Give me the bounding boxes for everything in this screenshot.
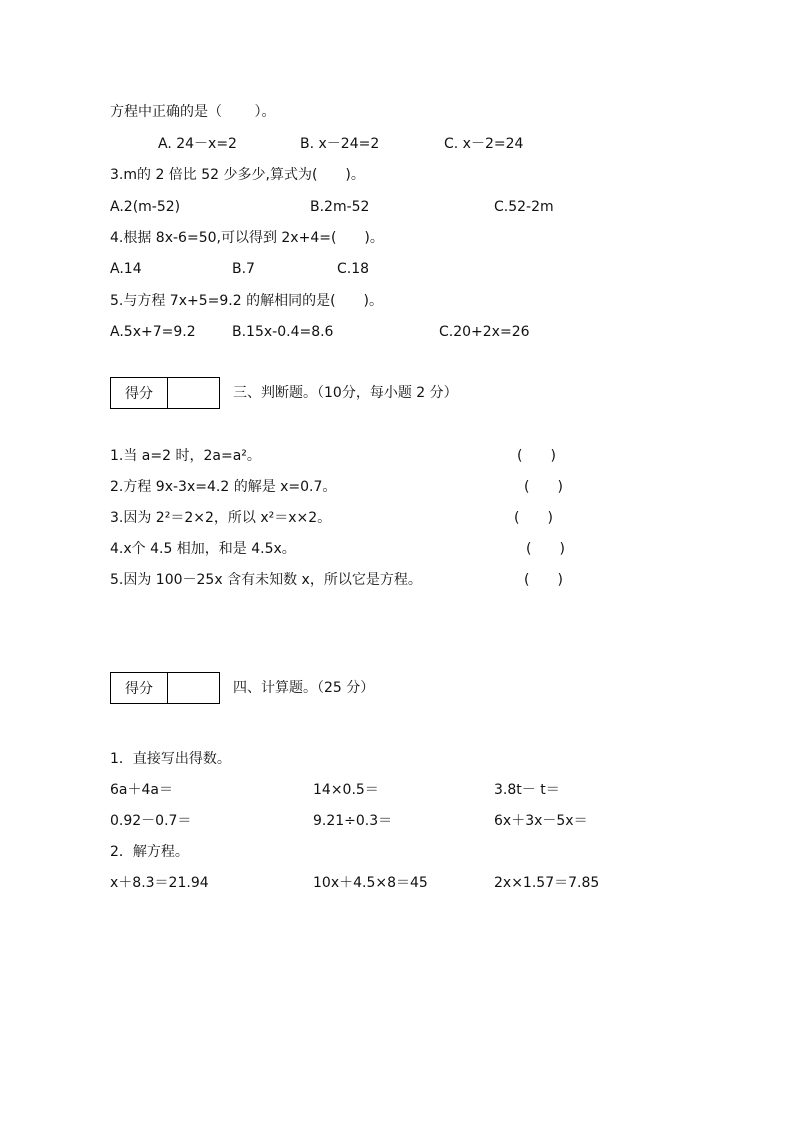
sub-question-2: 2．解方程。 <box>110 844 189 860</box>
calc-2-1[interactable]: 0.92－0.7＝ <box>110 813 192 829</box>
equation-3[interactable]: 2x×1.57＝7.85 <box>494 875 600 891</box>
score-label: 得分 <box>111 673 168 703</box>
answer-paren-2[interactable]: ( ) <box>524 479 563 495</box>
sub-question-1: 1．直接写出得数。 <box>110 751 231 767</box>
q5-stem: 5.与方程 7x+5=9.2 的解相同的是( )。 <box>110 293 384 309</box>
score-field[interactable] <box>168 673 219 703</box>
section3-title: 三、判断题。（10分，每小题 2 分） <box>233 385 458 401</box>
section4-title: 四、计算题。（25 分） <box>233 680 375 696</box>
equation-2[interactable]: 10x＋4.5×8＝45 <box>313 875 428 891</box>
answer-paren-3[interactable]: ( ) <box>514 510 553 526</box>
q4-option-b[interactable]: B.7 <box>232 261 255 277</box>
equation-1[interactable]: x＋8.3＝21.94 <box>110 875 209 891</box>
judge-item-2: 2.方程 9x-3x=4.2 的解是 x=0.7。 <box>110 479 337 495</box>
q2-stem: 方程中正确的是（ ）。 <box>110 104 276 120</box>
score-box-section3 <box>110 377 220 409</box>
calc-1-1[interactable]: 6a＋4a＝ <box>110 782 173 798</box>
q5-option-a[interactable]: A.5x+7=9.2 <box>110 324 196 340</box>
calc-1-2[interactable]: 14×0.5＝ <box>313 782 379 798</box>
q2-option-c[interactable]: C. x－2=24 <box>444 136 524 152</box>
judge-item-1: 1.当 a=2 时，2a=a²。 <box>110 448 261 464</box>
q3-stem: 3.m的 2 倍比 52 少多少,算式为( )。 <box>110 167 365 183</box>
q5-option-c[interactable]: C.20+2x=26 <box>439 324 530 340</box>
calc-2-2[interactable]: 9.21÷0.3＝ <box>313 813 393 829</box>
score-field[interactable] <box>168 378 219 408</box>
q3-option-b[interactable]: B.2m-52 <box>310 199 370 215</box>
answer-paren-1[interactable]: ( ) <box>517 448 556 464</box>
q4-stem: 4.根据 8x-6=50,可以得到 2x+4=( )。 <box>110 230 384 246</box>
judge-item-5: 5.因为 100－25x 含有未知数 x，所以它是方程。 <box>110 572 422 588</box>
judge-item-4: 4.x个 4.5 相加，和是 4.5x。 <box>110 541 296 557</box>
q4-option-a[interactable]: A.14 <box>110 261 142 277</box>
judge-item-3: 3.因为 2²＝2×2，所以 x²＝x×2。 <box>110 510 332 526</box>
calc-1-3[interactable]: 3.8t－ t＝ <box>494 782 560 798</box>
q5-option-b[interactable]: B.15x-0.4=8.6 <box>232 324 334 340</box>
q3-option-a[interactable]: A.2(m-52) <box>110 199 181 215</box>
q4-option-c[interactable]: C.18 <box>337 261 370 277</box>
q3-option-c[interactable]: C.52-2m <box>494 199 554 215</box>
q2-option-b[interactable]: B. x－24=2 <box>300 136 380 152</box>
score-box-section4 <box>110 672 220 704</box>
answer-paren-5[interactable]: ( ) <box>524 572 563 588</box>
q2-option-a[interactable]: A. 24－x=2 <box>158 136 237 152</box>
score-label: 得分 <box>111 378 168 408</box>
calc-2-3[interactable]: 6x＋3x－5x＝ <box>494 813 588 829</box>
answer-paren-4[interactable]: ( ) <box>526 541 565 557</box>
